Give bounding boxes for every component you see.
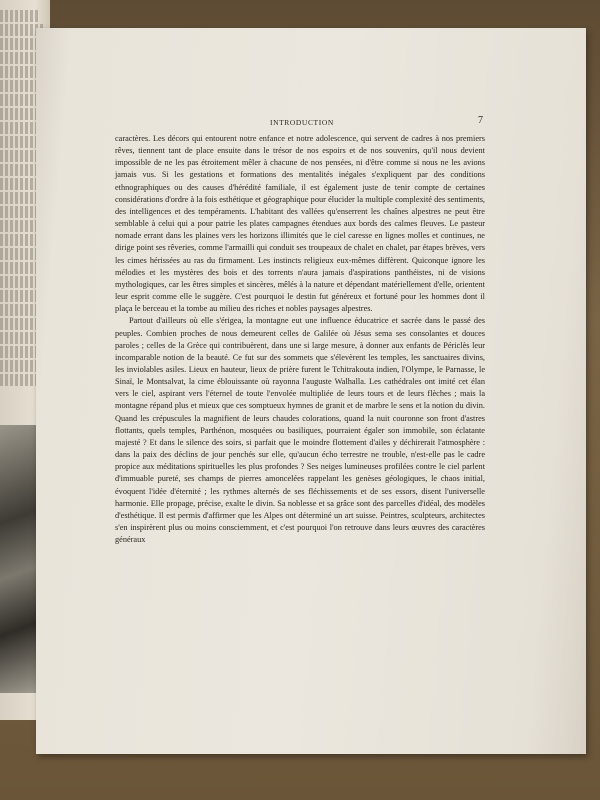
running-head: INTRODUCTION — [270, 118, 334, 127]
page-number: 7 — [478, 115, 483, 126]
facing-page-photograph — [0, 425, 38, 693]
body-text — [115, 133, 485, 633]
paragraph: Partout d'ailleurs où elle s'érigea, la montagne eut une influence éducatrice et sacrée dans le passé des peuples. Combien proches de nous demeurent celles de Galilée où Jésus sema ses consolantes et douces paroles ; celles de la Grèce qui contribuèrent, dans une si large mesure, à donner aux enfants de Périclès leur incomparable notion de la beauté. Ce fut sur des sommets que s'élevèrent les temples, les sanctuaires divins, les inviolables asiles. Lieux en hauteur, lieux de prière furent le Tchitrakouta indien, l'Olympe, le Parnasse, le Sinaï, le Montsalvat, la cime éblouissante où rayonna l'auguste Walhalla. Les cathédrales ont imité cet élan vers le ciel, aspirant vers l'éternel de toute l'envolée multipliée de leurs tours et de leurs flèches ; mais la montagne répand plus et mieux que ces somptueux hymnes de granit et de marbre le sens et la notion du divin. Quand les crépuscules la magnifient de leurs chaudes colorations, quand la nuit couronne son front d'astres flottants, quels temples, Parthénon, mosquées ou basiliques, pourraient égaler son immobile, son éclatante majesté ? Et dans le silence des soirs, si parfait que le moindre flottement d'ailes y déchirerait l'atmosphère : dans la paix des déclins de jour penchés sur elle, qu'aucun écho terrestre ne trouble, n'est-elle pas le cadre propice aux méditations spirituelles les plus profondes ? Ses neiges lumineuses profilées contre le ciel parlent d'immuable pureté, ses champs de pierres amoncelées rappelant les genèses géologiques, le chaos initial, évoquent l'idée d'éternité ; les rythmes alternés de ses fléchissements et de ses essors, disent l'universelle harmonie. Elle propage, précise, exalte le divin. Sa noblesse et sa grâce sont des parcelles d'idéal, des modèles d'esthétique. Il est permis d'affirmer que les Alpes ont déterminé un art suisse. Peintres, sculpteurs, architectes s'en inspirèrent plus ou moins consciemment, et c'est pourquoi l'on retrouve dans leurs œuvres des caractères généraux — [115, 316, 485, 545]
paragraph: caractères. Les décors qui entourent notre enfance et notre adolescence, qui servent de cadres à nos premiers rêves, tiennent tant de place ensuite dans le trésor de nos espoirs et de nos souvenirs, qu'il nous devient impossible de ne les pas étroitement mêler à chacune de nos pensées, ni d'être comme si nous ne les avions jamais vus. Si les gestations et formations des mentalités inégales s'expliquent par des conditions ethnographiques ou des causes d'hérédité familiale, il est également juste de tenir compte de certaines considérations d'ordre à la fois esthétique et géographique pour élucider la multiple complexité des sentiments, des intelligences et des tempéraments. L'habitant des vallées qu'enserrent les chaînes alpestres ne peut être semblable à celui qui a pour patrie les plates campagnes étendues aux bords des calmes fleuves. Le pasteur nomade errant dans les plaines vers les horizons illimités que le ciel caresse en lignes molles et continues, ne dirige point ses rêveries, comme l'armailli qui conduit ses troupeaux de chalet en chalet, par étapes brèves, vers les cimes hérissées au ras du firmament. Les instincts religieux eux-mêmes diffèrent. Quiconque ignore les mélodies et les mystères des bois et des torrents n'aura jamais d'aspirations panthéistes, ni de visions mythologiques, car les êtres simples et sincères, mêlés à la nature et dépendant matériellement d'elle, orientent leur esprit comme elle le suggère. C'est pourquoi le destin fut généreux et fortuné pour les hommes dont il plaça le berceau et la tombe au milieu des riches et nobles paysages alpestres. — [115, 134, 485, 314]
